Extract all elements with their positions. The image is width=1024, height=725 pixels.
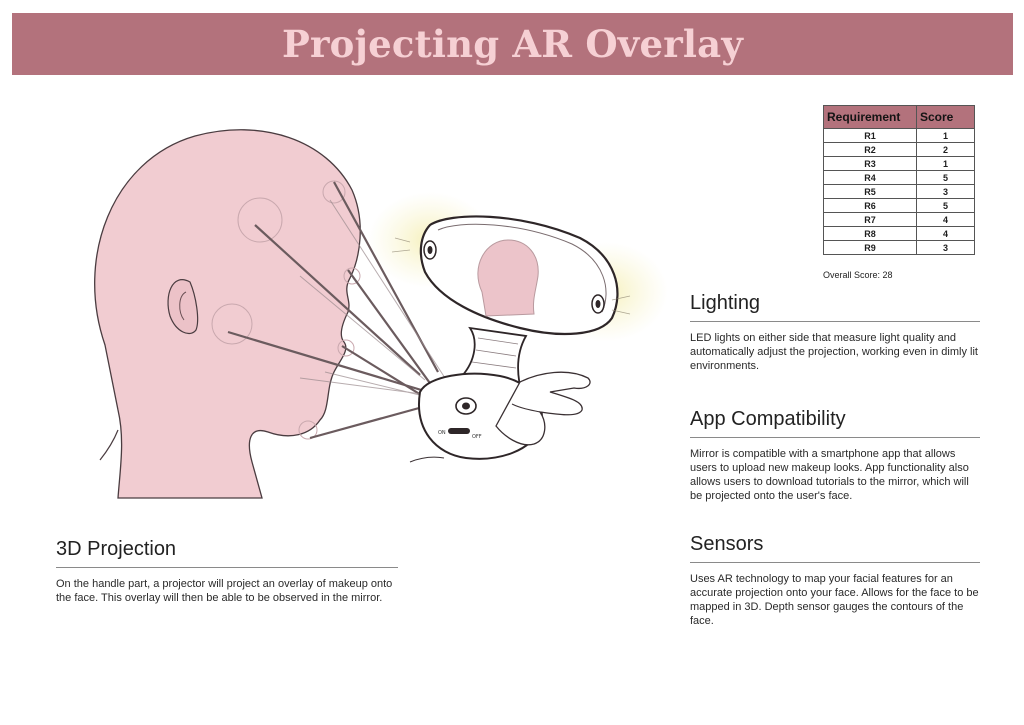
requirement-cell: R1 [824, 129, 917, 143]
section-heading: Lighting [690, 292, 980, 322]
section-3d-projection [56, 538, 398, 605]
requirement-cell: R6 [824, 199, 917, 213]
page-title: Projecting AR Overlay [281, 22, 744, 66]
power-switch [448, 428, 470, 434]
requirement-cell: R8 [824, 227, 917, 241]
table-row [824, 227, 975, 241]
requirement-cell: R5 [824, 185, 917, 199]
table-row [824, 199, 975, 213]
overall-score: Overall Score: 28 [823, 270, 893, 280]
section-body: Uses AR technology to map your facial features for an accurate projection onto your face. Allows for the face to be mapped in 3D. Depth sensor gauges the contours of the face. [690, 573, 979, 627]
column-header-requirement: Requirement [824, 106, 917, 129]
table-row [824, 143, 975, 157]
requirement-cell: R4 [824, 171, 917, 185]
mirror-reflection-head [478, 240, 538, 316]
table-row [824, 241, 975, 255]
table-row [824, 213, 975, 227]
score-cell: 4 [917, 213, 975, 227]
score-cell: 3 [917, 185, 975, 199]
section-app-compatibility [690, 408, 980, 503]
table-row [824, 129, 975, 143]
column-header-score: Score [917, 106, 975, 129]
requirements-score-table [823, 105, 975, 255]
section-heading: Sensors [690, 533, 980, 563]
score-cell: 5 [917, 171, 975, 185]
section-body: LED lights on either side that measure light quality and automatically adjust the projection, working even in dimly lit environments. [690, 332, 978, 372]
table-row [824, 157, 975, 171]
score-cell: 1 [917, 129, 975, 143]
section-lighting [690, 292, 980, 373]
table-header-row [824, 106, 975, 129]
section-heading: 3D Projection [56, 538, 398, 568]
requirement-cell: R7 [824, 213, 917, 227]
head-profile [95, 130, 361, 498]
switch-label-on: ON [438, 430, 446, 436]
score-cell: 4 [917, 227, 975, 241]
requirement-cell: R2 [824, 143, 917, 157]
table-row [824, 171, 975, 185]
requirement-cell: R3 [824, 157, 917, 171]
table-row [824, 185, 975, 199]
section-body: Mirror is compatible with a smartphone app that allows users to upload new makeup looks. App functionality also allows users to download tutorials to the mirror, which will be projected onto the user's face. [690, 448, 969, 502]
section-sensors [690, 533, 980, 628]
score-cell: 5 [917, 199, 975, 213]
score-cell: 1 [917, 157, 975, 171]
requirement-cell: R9 [824, 241, 917, 255]
section-heading: App Compatibility [690, 408, 980, 438]
neck-line [100, 430, 118, 460]
score-cell: 3 [917, 241, 975, 255]
score-cell: 2 [917, 143, 975, 157]
switch-label-off: OFF [472, 434, 482, 440]
section-body: On the handle part, a projector will project an overlay of makeup onto the face. This overlay will then be able to be observed in the mirror. [56, 578, 393, 604]
